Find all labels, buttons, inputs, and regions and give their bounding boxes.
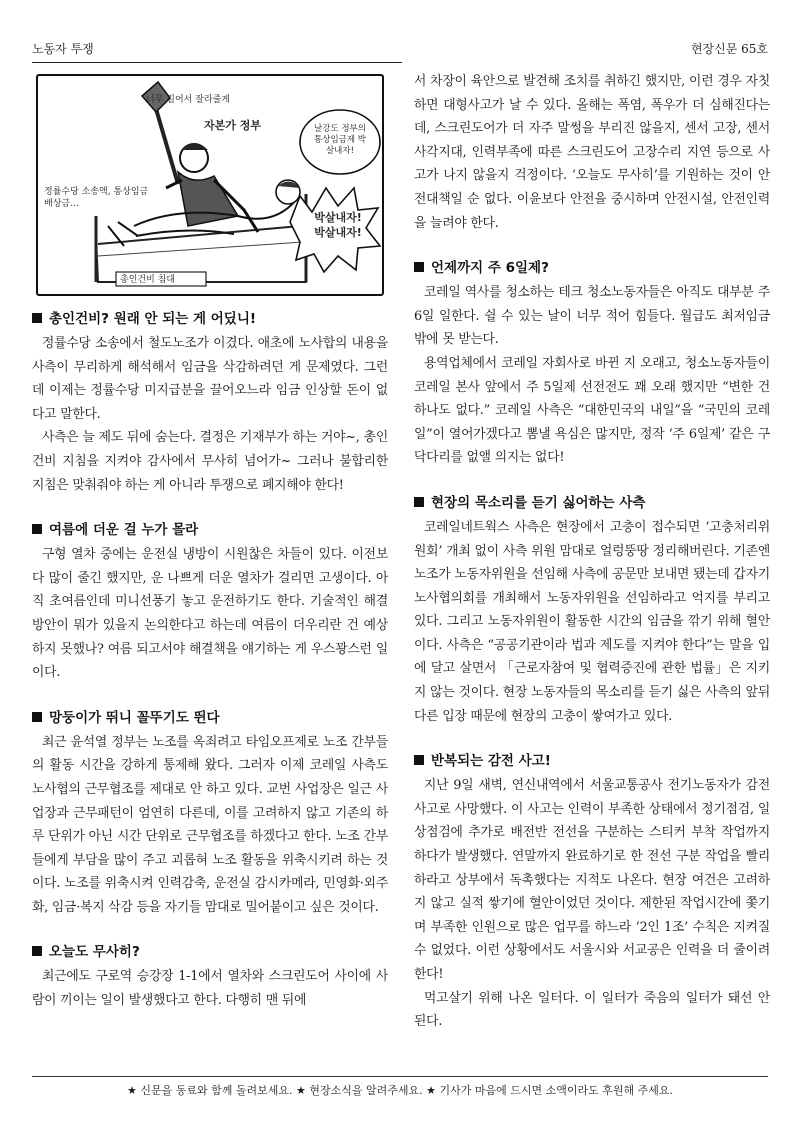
paragraph: 정률수당 소송에서 철도노조가 이겼다. 애초에 노사합의 내용을 사측이 무리하게 해석해서 임금을 삭감하려던 게 문제였다. 그런데 이제는 정률수당 미지급분을 끌어오느라 임금 인상할 돈이 없다고 말한다. <box>32 336 388 422</box>
square-bullet-icon <box>414 262 424 272</box>
paragraph: 지난 9일 새벽, 연신내역에서 서울교통공사 전기노동자가 감전 사고로 사망했다. 이 사고는 인력이 부족한 상태에서 정기점검, 일상점검에 추가로 배전반 전선을 구분하는 스티커 부착 작업까지 하다가 발생했다. 연말까지 완료하기로 한 전선 구분 작업을 빨리하라고 상부에서 독촉했다는 지적도 나온다. 현장 여건은 고려하지 않고 실적 쌓기에 혈안이었던 것이다. 제한된 작업시간에 쫓기며 부족한 인원으로 많은 업무를 하느라 ‘2인 1조’ 수칙은 지켜질 수 없었다. 이런 상황에서도 서울시와 서교공은 인력을 더 줄이려 한다! <box>414 778 770 982</box>
footer-notice: ★ 신문을 동료와 함께 돌려보세요. ★ 현장소식을 알려주세요. ★ 기사가 마음에 드시면 소액이라도 후원해 주세요. <box>127 1084 673 1097</box>
section-heading: 언제까지 주 6일제? <box>414 255 770 281</box>
cartoon-drawing <box>38 76 382 294</box>
paragraph: 최근 윤석열 정부는 노조를 옥죄려고 타임오프제로 노조 간부들의 활동 시간을 강하게 통제해 왔다. 그러자 이제 코레일 사측도 노사협의 근무협조를 제대로 안 하고 있다. 교번 사업장은 일근 사업장과 근무패턴이 엄연히 다른데, 이를 고려하지 않고 기존의 하루 단위가 아닌 시간 단위로 근무협조를 하겠다고 한다. 노조 간부들에게 부담을 많이 주고 괴롭혀 노조 활동을 위축시키려 하는 것이다. 노조를 위축시켜 인력감축, 운전실 감시카메라, 민영화·외주화, 임금·복지 삭감 등을 자기들 맘대로 밀어붙이고 싶은 것이다. <box>32 734 388 915</box>
publication-name: 노동자 투쟁 <box>32 42 94 56</box>
left-column <box>32 70 388 1013</box>
section-total-labor-cost <box>32 306 388 497</box>
section-heading: 총인건비? 원래 안 되는 게 어딨니! <box>32 306 388 332</box>
paragraph: 코레일 역사를 청소하는 테크 청소노동자들은 아직도 대부분 주 6일 일한다. 쉴 수 있는 날이 너무 적어 힘들다. 월급도 최저임금밖에 못 받는다. <box>414 285 770 348</box>
paragraph: 먹고살기 위해 나온 일터다. 이 일터가 죽음의 일터가 돼선 안 된다. <box>414 990 770 1030</box>
square-bullet-icon <box>414 755 424 765</box>
paragraph: 코레일네트웍스 사측은 현장에서 고충이 접수되면 ‘고충처리위원회’ 개최 없이 사측 위원 맘대로 얼렁뚱땅 정리해버린다. 기존엔 노조가 노동자위원을 선임해 사측에 공문만 보내면 됐는데 갑자기 노사협의회를 개최해서 노동자위원을 선임하라고 억지를 부리고 있다. 그리고 노동자위원이 활동한 시간의 임금을 깎기 위해 혈안이다. 사측은 “공공기관이라 법과 제도를 지켜야 한다”는 말을 입에 달고 살면서 「근로자참여 및 협력증진에 관한 법률」은 지키지 않는 것이다. 현장 노동자들의 목소리를 듣기 싫은 사측의 앞뒤 다른 입장 때문에 현장의 고충이 쌓여가고 있다. <box>414 519 770 724</box>
square-bullet-icon <box>32 946 42 956</box>
cartoon-caption-left: 정률수당 소송액, 통상임금 배상금… <box>44 187 149 209</box>
paragraph: 사측은 늘 제도 뒤에 숨는다. 결정은 기재부가 하는 거야~, 총인건비 지침을 지켜야 감사에서 무사히 넘어가~ 그러나 불합리한 지침은 맞춰줘야 하는 게 아니라 투쟁으로 폐지해야 한다! <box>32 430 388 493</box>
cartoon-label-capital: 자본가 정부 <box>204 119 261 132</box>
section-summer-heat <box>32 517 388 685</box>
section-heading: 망둥이가 뛰니 꼴뚜기도 뛴다 <box>32 705 388 731</box>
section-six-day-week <box>414 255 770 470</box>
section-union-timeoff <box>32 705 388 920</box>
cartoon-bed-label: 총인건비 침대 <box>120 275 176 285</box>
footer-rule <box>32 1076 768 1077</box>
cartoon-speech-top: 너무 길어서 잘라줄게 <box>146 95 230 105</box>
cartoon-bubble-right: 날강도 정부의 통상임금제 박살내자! <box>314 124 366 156</box>
section-heading: 여름에 더운 걸 누가 몰라 <box>32 517 388 543</box>
cartoon-bubble-shout: 박살내자! 박살내자! <box>314 211 362 239</box>
page-header <box>32 40 768 62</box>
square-bullet-icon <box>414 497 424 507</box>
square-bullet-icon <box>32 313 42 323</box>
paragraph: 구형 열차 중에는 운전실 냉방이 시원찮은 차들이 있다. 이전보다 많이 줄긴 했지만, 운 나쁘게 더운 열차가 걸리면 고생이다. 아직 초여름인데 미니선풍기 놓고 운전하기도 한다. 기술적인 해결 방안이 뭐가 있을지 논의한다고 하는데 여름이 더우리란 건 예상하지 못했나? 여름 되고서야 해결책을 얘기하는 게 우스꽝스런 일이다. <box>32 547 388 681</box>
square-bullet-icon <box>32 712 42 722</box>
section-grievance-committee <box>414 490 770 728</box>
right-column <box>414 70 770 1034</box>
paragraph: 용역업체에서 코레일 자회사로 바뀐 지 오래고, 청소노동자들이 코레일 본사 앞에서 주 5일제 선전전도 꽤 오래 했지만 “변한 건 하나도 없다.” 코레일 사측은 “대한민국의 내일”을 “국민의 코레일”이 열어가겠다고 뽐낼 욕심은 많지만, 정작 ‘주 6일제’ 같은 구닥다리를 없앨 의지는 없다! <box>414 355 770 466</box>
section-safety-today <box>32 939 388 1012</box>
cartoon-illustration <box>36 74 384 296</box>
section-heading: 오늘도 무사히? <box>32 939 388 965</box>
issue-number: 현장신문 65호 <box>690 42 768 56</box>
square-bullet-icon <box>32 524 42 534</box>
paragraph: 최근에도 구로역 승강장 1-1에서 열차와 스크린도어 사이에 사람이 끼이는 일이 발생했다고 한다. 다행히 맨 뒤에 <box>32 969 388 1009</box>
header-rule <box>32 62 402 63</box>
paragraph-continued: 서 차장이 육안으로 발견해 조치를 취하긴 했지만, 이런 경우 자칫하면 대형사고가 날 수 있다. 올해는 폭염, 폭우가 더 심해진다는데, 스크린도어가 더 자주 말썽을 부리진 않을지, 센서 고장, 센서 사각지대, 인력부족에 따른 스크린도어 고장수리 지연 등으로 사고가 나지 않을지 걱정이다. ‘오늘도 무사히’를 기원하는 것이 안전대책일 순 없다. 이윤보다 안전을 중시하며 안전시설, 안전인력을 늘려야 한다. <box>414 74 770 231</box>
section-heading: 현장의 목소리를 듣기 싫어하는 사측 <box>414 490 770 516</box>
section-electrocution <box>414 748 770 1034</box>
section-heading: 반복되는 감전 사고! <box>414 748 770 774</box>
